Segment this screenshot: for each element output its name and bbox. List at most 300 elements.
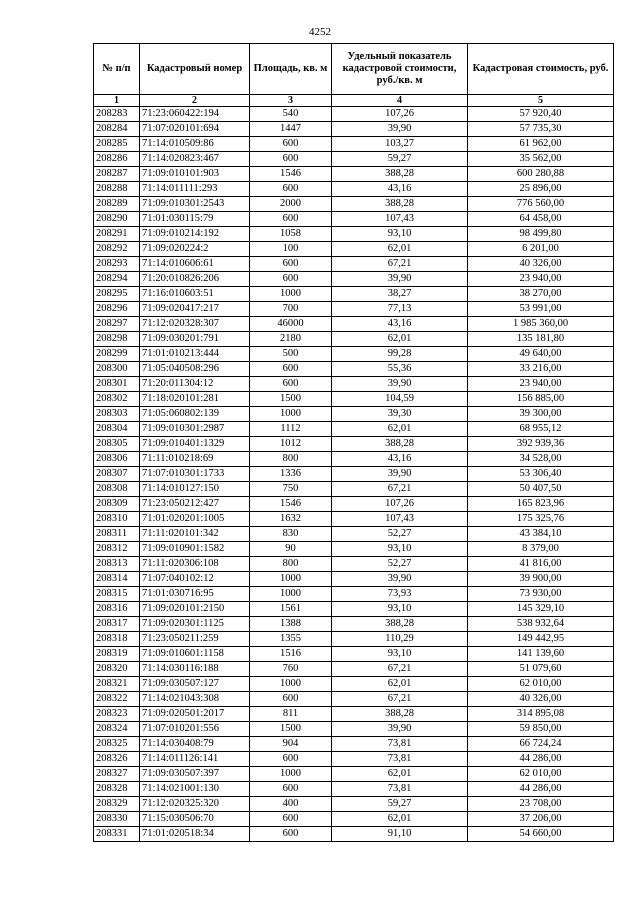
cadastral-number-cell: 71:09:030507:397 — [140, 767, 250, 782]
header-row-number: № п/п — [94, 44, 140, 95]
row-number-cell: 208288 — [94, 182, 140, 197]
cadastral-number-cell: 71:16:010603:51 — [140, 287, 250, 302]
table-row — [94, 752, 614, 767]
cadastral-number-cell: 71:11:020306:108 — [140, 557, 250, 572]
specific-value-cell: 388,28 — [332, 197, 468, 212]
area-cell: 1000 — [250, 587, 332, 602]
specific-value-cell: 39,90 — [332, 377, 468, 392]
cadastral-number-cell: 71:01:010213:444 — [140, 347, 250, 362]
area-cell: 600 — [250, 152, 332, 167]
row-number-cell: 208287 — [94, 167, 140, 182]
row-number-cell: 208285 — [94, 137, 140, 152]
row-number-cell: 208324 — [94, 722, 140, 737]
specific-value-cell: 39,90 — [332, 572, 468, 587]
cadastral-value-cell: 25 896,00 — [468, 182, 614, 197]
cadastral-number-cell: 71:14:010127:150 — [140, 482, 250, 497]
cadastral-value-cell: 44 286,00 — [468, 752, 614, 767]
table-row — [94, 542, 614, 557]
area-cell: 1546 — [250, 167, 332, 182]
cadastral-number-cell: 71:18:020101:281 — [140, 392, 250, 407]
cadastral-value-cell: 98 499,80 — [468, 227, 614, 242]
cadastral-value-cell: 314 895,08 — [468, 707, 614, 722]
table-row — [94, 617, 614, 632]
area-cell: 1632 — [250, 512, 332, 527]
cadastral-number-cell: 71:09:010601:1158 — [140, 647, 250, 662]
specific-value-cell: 39,90 — [332, 122, 468, 137]
specific-value-cell: 77,13 — [332, 302, 468, 317]
table-row — [94, 527, 614, 542]
table-row — [94, 512, 614, 527]
cadastral-value-cell: 141 139,60 — [468, 647, 614, 662]
cadastral-value-cell: 57 735,30 — [468, 122, 614, 137]
area-cell: 1000 — [250, 287, 332, 302]
cadastral-value-cell: 38 270,00 — [468, 287, 614, 302]
cadastral-value-cell: 35 562,00 — [468, 152, 614, 167]
row-number-cell: 208301 — [94, 377, 140, 392]
table-row — [94, 782, 614, 797]
row-number-cell: 208310 — [94, 512, 140, 527]
specific-value-cell: 39,90 — [332, 467, 468, 482]
specific-value-cell: 43,16 — [332, 317, 468, 332]
row-number-cell: 208321 — [94, 677, 140, 692]
specific-value-cell: 43,16 — [332, 182, 468, 197]
cadastral-number-cell: 71:14:021001:130 — [140, 782, 250, 797]
specific-value-cell: 107,43 — [332, 212, 468, 227]
cadastral-number-cell: 71:14:010509:86 — [140, 137, 250, 152]
row-number-cell: 208330 — [94, 812, 140, 827]
cadastral-number-cell: 71:01:030115:79 — [140, 212, 250, 227]
table-row — [94, 332, 614, 347]
specific-value-cell: 62,01 — [332, 332, 468, 347]
area-cell: 600 — [250, 782, 332, 797]
area-cell: 90 — [250, 542, 332, 557]
table-row — [94, 257, 614, 272]
table-row — [94, 497, 614, 512]
area-cell: 1561 — [250, 602, 332, 617]
table-row — [94, 137, 614, 152]
area-cell: 1546 — [250, 497, 332, 512]
specific-value-cell: 99,28 — [332, 347, 468, 362]
cadastral-value-cell: 73 930,00 — [468, 587, 614, 602]
specific-value-cell: 62,01 — [332, 242, 468, 257]
row-number-cell: 208313 — [94, 557, 140, 572]
table-row — [94, 587, 614, 602]
area-cell: 540 — [250, 107, 332, 122]
table-row — [94, 452, 614, 467]
header-cadastral-number: Кадастровый номер — [140, 44, 250, 95]
header-cadastral-value: Кадастровая стоимость, руб. — [468, 44, 614, 95]
cadastral-number-cell: 71:09:010401:1329 — [140, 437, 250, 452]
column-number-row — [94, 95, 614, 107]
column-number: 2 — [140, 95, 250, 107]
table-row — [94, 467, 614, 482]
table-row — [94, 722, 614, 737]
specific-value-cell: 91,10 — [332, 827, 468, 842]
cadastral-number-cell: 71:05:040508:296 — [140, 362, 250, 377]
row-number-cell: 208290 — [94, 212, 140, 227]
table-row — [94, 197, 614, 212]
cadastral-value-cell: 8 379,00 — [468, 542, 614, 557]
cadastral-value-cell: 23 708,00 — [468, 797, 614, 812]
table-row — [94, 227, 614, 242]
table-row — [94, 407, 614, 422]
specific-value-cell: 67,21 — [332, 257, 468, 272]
specific-value-cell: 93,10 — [332, 227, 468, 242]
table-row — [94, 797, 614, 812]
column-number: 4 — [332, 95, 468, 107]
cadastral-value-cell: 33 216,00 — [468, 362, 614, 377]
table-row — [94, 557, 614, 572]
specific-value-cell: 39,30 — [332, 407, 468, 422]
table-row — [94, 272, 614, 287]
area-cell: 1336 — [250, 467, 332, 482]
area-cell: 1500 — [250, 722, 332, 737]
specific-value-cell: 104,59 — [332, 392, 468, 407]
cadastral-number-cell: 71:09:020301:1125 — [140, 617, 250, 632]
cadastral-value-cell: 175 325,76 — [468, 512, 614, 527]
area-cell: 600 — [250, 692, 332, 707]
specific-value-cell: 62,01 — [332, 812, 468, 827]
cadastral-value-cell: 149 442,95 — [468, 632, 614, 647]
cadastral-number-cell: 71:01:030716:95 — [140, 587, 250, 602]
specific-value-cell: 59,27 — [332, 152, 468, 167]
row-number-cell: 208299 — [94, 347, 140, 362]
row-number-cell: 208314 — [94, 572, 140, 587]
area-cell: 1516 — [250, 647, 332, 662]
row-number-cell: 208311 — [94, 527, 140, 542]
specific-value-cell: 107,43 — [332, 512, 468, 527]
page-number: 4252 — [309, 26, 331, 38]
cadastral-number-cell: 71:09:020501:2017 — [140, 707, 250, 722]
row-number-cell: 208315 — [94, 587, 140, 602]
area-cell: 1112 — [250, 422, 332, 437]
area-cell: 500 — [250, 347, 332, 362]
specific-value-cell: 52,27 — [332, 557, 468, 572]
cadastral-number-cell: 71:11:010218:69 — [140, 452, 250, 467]
specific-value-cell: 107,26 — [332, 497, 468, 512]
specific-value-cell: 110,29 — [332, 632, 468, 647]
specific-value-cell: 73,81 — [332, 752, 468, 767]
cadastral-value-cell: 165 823,96 — [468, 497, 614, 512]
cadastral-value-cell: 53 306,40 — [468, 467, 614, 482]
cadastral-value-cell: 39 300,00 — [468, 407, 614, 422]
table-row — [94, 647, 614, 662]
cadastral-number-cell: 71:09:030201:791 — [140, 332, 250, 347]
cadastral-number-cell: 71:05:060802:139 — [140, 407, 250, 422]
row-number-cell: 208312 — [94, 542, 140, 557]
table-row — [94, 827, 614, 842]
cadastral-value-cell: 37 206,00 — [468, 812, 614, 827]
area-cell: 1000 — [250, 677, 332, 692]
cadastral-value-cell: 145 329,10 — [468, 602, 614, 617]
cadastral-number-cell: 71:14:030408:79 — [140, 737, 250, 752]
table-body — [94, 107, 614, 842]
row-number-cell: 208306 — [94, 452, 140, 467]
cadastral-value-cell: 40 326,00 — [468, 692, 614, 707]
table-row — [94, 377, 614, 392]
table-row — [94, 482, 614, 497]
cadastral-number-cell: 71:15:030506:70 — [140, 812, 250, 827]
row-number-cell: 208322 — [94, 692, 140, 707]
cadastral-value-cell: 41 816,00 — [468, 557, 614, 572]
row-number-cell: 208286 — [94, 152, 140, 167]
row-number-cell: 208328 — [94, 782, 140, 797]
row-number-cell: 208309 — [94, 497, 140, 512]
cadastral-value-cell: 49 640,00 — [468, 347, 614, 362]
area-cell: 600 — [250, 752, 332, 767]
row-number-cell: 208284 — [94, 122, 140, 137]
table-row — [94, 677, 614, 692]
table-row — [94, 602, 614, 617]
cadastral-value-cell: 156 885,00 — [468, 392, 614, 407]
area-cell: 800 — [250, 452, 332, 467]
cadastral-value-cell: 68 955,12 — [468, 422, 614, 437]
table-row — [94, 392, 614, 407]
cadastral-value-cell: 62 010,00 — [468, 767, 614, 782]
row-number-cell: 208317 — [94, 617, 140, 632]
cadastral-value-cell: 40 326,00 — [468, 257, 614, 272]
cadastral-number-cell: 71:09:020101:2150 — [140, 602, 250, 617]
row-number-cell: 208307 — [94, 467, 140, 482]
area-cell: 811 — [250, 707, 332, 722]
cadastral-number-cell: 71:14:030116:188 — [140, 662, 250, 677]
row-number-cell: 208297 — [94, 317, 140, 332]
cadastral-value-cell: 23 940,00 — [468, 272, 614, 287]
cadastral-value-cell: 54 660,00 — [468, 827, 614, 842]
specific-value-cell: 62,01 — [332, 422, 468, 437]
cadastral-number-cell: 71:09:020224:2 — [140, 242, 250, 257]
cadastral-number-cell: 71:14:020823:467 — [140, 152, 250, 167]
row-number-cell: 208291 — [94, 227, 140, 242]
area-cell: 904 — [250, 737, 332, 752]
row-number-cell: 208289 — [94, 197, 140, 212]
header-specific-value: Удельный показатель кадастровой стоимости, руб./кв. м — [332, 44, 468, 95]
cadastral-number-cell: 71:23:050211:259 — [140, 632, 250, 647]
cadastral-number-cell: 71:09:010901:1582 — [140, 542, 250, 557]
table-row — [94, 662, 614, 677]
row-number-cell: 208308 — [94, 482, 140, 497]
column-number: 1 — [94, 95, 140, 107]
row-number-cell: 208304 — [94, 422, 140, 437]
cadastral-number-cell: 71:11:020101:342 — [140, 527, 250, 542]
table-row — [94, 167, 614, 182]
area-cell: 600 — [250, 377, 332, 392]
row-number-cell: 208293 — [94, 257, 140, 272]
cadastral-number-cell: 71:09:010214:192 — [140, 227, 250, 242]
row-number-cell: 208329 — [94, 797, 140, 812]
table-row — [94, 107, 614, 122]
cadastral-value-cell: 50 407,50 — [468, 482, 614, 497]
area-cell: 400 — [250, 797, 332, 812]
cadastral-value-cell: 1 985 360,00 — [468, 317, 614, 332]
row-number-cell: 208318 — [94, 632, 140, 647]
area-cell: 800 — [250, 557, 332, 572]
area-cell: 760 — [250, 662, 332, 677]
specific-value-cell: 43,16 — [332, 452, 468, 467]
area-cell: 1000 — [250, 767, 332, 782]
cadastral-value-cell: 23 940,00 — [468, 377, 614, 392]
cadastral-value-cell: 538 932,64 — [468, 617, 614, 632]
table-row — [94, 767, 614, 782]
area-cell: 2000 — [250, 197, 332, 212]
row-number-cell: 208325 — [94, 737, 140, 752]
area-cell: 1000 — [250, 407, 332, 422]
cadastral-number-cell: 71:07:040102:12 — [140, 572, 250, 587]
table-row — [94, 362, 614, 377]
row-number-cell: 208300 — [94, 362, 140, 377]
cadastral-number-cell: 71:09:020417:217 — [140, 302, 250, 317]
row-number-cell: 208283 — [94, 107, 140, 122]
cadastral-value-cell: 39 900,00 — [468, 572, 614, 587]
row-number-cell: 208295 — [94, 287, 140, 302]
table-row — [94, 812, 614, 827]
table-row — [94, 122, 614, 137]
area-cell: 600 — [250, 827, 332, 842]
cadastral-number-cell: 71:12:020328:307 — [140, 317, 250, 332]
cadastral-value-cell: 66 724,24 — [468, 737, 614, 752]
cadastral-value-cell: 600 280,88 — [468, 167, 614, 182]
specific-value-cell: 93,10 — [332, 542, 468, 557]
row-number-cell: 208323 — [94, 707, 140, 722]
column-number: 3 — [250, 95, 332, 107]
row-number-cell: 208320 — [94, 662, 140, 677]
cadastral-number-cell: 71:01:020518:34 — [140, 827, 250, 842]
specific-value-cell: 39,90 — [332, 722, 468, 737]
table-row — [94, 152, 614, 167]
table-row — [94, 347, 614, 362]
table-row — [94, 317, 614, 332]
area-cell: 830 — [250, 527, 332, 542]
area-cell: 600 — [250, 137, 332, 152]
specific-value-cell: 67,21 — [332, 662, 468, 677]
cadastral-value-cell: 392 939,36 — [468, 437, 614, 452]
cadastral-number-cell: 71:07:020101:694 — [140, 122, 250, 137]
specific-value-cell: 62,01 — [332, 677, 468, 692]
cadastral-value-cell: 776 560,00 — [468, 197, 614, 212]
cadastral-number-cell: 71:09:010301:2543 — [140, 197, 250, 212]
column-number: 5 — [468, 95, 614, 107]
cadastral-number-cell: 71:23:060422:194 — [140, 107, 250, 122]
area-cell: 1388 — [250, 617, 332, 632]
specific-value-cell: 59,27 — [332, 797, 468, 812]
specific-value-cell: 62,01 — [332, 767, 468, 782]
specific-value-cell: 73,81 — [332, 737, 468, 752]
row-number-cell: 208298 — [94, 332, 140, 347]
cadastral-value-cell: 34 528,00 — [468, 452, 614, 467]
cadastral-number-cell: 71:09:030507:127 — [140, 677, 250, 692]
table-row — [94, 302, 614, 317]
table-row — [94, 572, 614, 587]
row-number-cell: 208319 — [94, 647, 140, 662]
specific-value-cell: 39,90 — [332, 272, 468, 287]
table-row — [94, 632, 614, 647]
area-cell: 600 — [250, 272, 332, 287]
cadastral-number-cell: 71:14:011126:141 — [140, 752, 250, 767]
cadastral-number-cell: 71:12:020325:320 — [140, 797, 250, 812]
specific-value-cell: 93,10 — [332, 602, 468, 617]
area-cell: 600 — [250, 812, 332, 827]
cadastral-number-cell: 71:23:050212:427 — [140, 497, 250, 512]
row-number-cell: 208305 — [94, 437, 140, 452]
cadastral-value-cell: 61 962,00 — [468, 137, 614, 152]
cadastral-value-cell: 57 920,40 — [468, 107, 614, 122]
table-row — [94, 692, 614, 707]
row-number-cell: 208292 — [94, 242, 140, 257]
specific-value-cell: 388,28 — [332, 167, 468, 182]
cadastral-value-cell: 51 079,60 — [468, 662, 614, 677]
specific-value-cell: 73,93 — [332, 587, 468, 602]
row-number-cell: 208303 — [94, 407, 140, 422]
row-number-cell: 208316 — [94, 602, 140, 617]
specific-value-cell: 67,21 — [332, 482, 468, 497]
cadastral-number-cell: 71:09:010301:2987 — [140, 422, 250, 437]
specific-value-cell: 103,27 — [332, 137, 468, 152]
cadastral-number-cell: 71:20:011304:12 — [140, 377, 250, 392]
specific-value-cell: 388,28 — [332, 707, 468, 722]
table-row — [94, 287, 614, 302]
area-cell: 1012 — [250, 437, 332, 452]
table-row — [94, 242, 614, 257]
cadastral-number-cell: 71:14:021043:308 — [140, 692, 250, 707]
area-cell: 2180 — [250, 332, 332, 347]
row-number-cell: 208302 — [94, 392, 140, 407]
specific-value-cell: 93,10 — [332, 647, 468, 662]
cadastral-value-cell: 44 286,00 — [468, 782, 614, 797]
area-cell: 1000 — [250, 572, 332, 587]
area-cell: 1058 — [250, 227, 332, 242]
cadastral-value-cell: 53 991,00 — [468, 302, 614, 317]
cadastral-number-cell: 71:09:010101:903 — [140, 167, 250, 182]
cadastral-value-table — [93, 43, 614, 842]
specific-value-cell: 388,28 — [332, 437, 468, 452]
cadastral-number-cell: 71:01:020201:1005 — [140, 512, 250, 527]
specific-value-cell: 52,27 — [332, 527, 468, 542]
area-cell: 1355 — [250, 632, 332, 647]
area-cell: 1500 — [250, 392, 332, 407]
specific-value-cell: 388,28 — [332, 617, 468, 632]
specific-value-cell: 38,27 — [332, 287, 468, 302]
header-row — [94, 44, 614, 95]
table-row — [94, 737, 614, 752]
cadastral-number-cell: 71:07:010201:556 — [140, 722, 250, 737]
specific-value-cell: 107,26 — [332, 107, 468, 122]
area-cell: 700 — [250, 302, 332, 317]
table-row — [94, 182, 614, 197]
area-cell: 46000 — [250, 317, 332, 332]
specific-value-cell: 67,21 — [332, 692, 468, 707]
area-cell: 600 — [250, 257, 332, 272]
area-cell: 100 — [250, 242, 332, 257]
cadastral-value-cell: 62 010,00 — [468, 677, 614, 692]
cadastral-value-cell: 6 201,00 — [468, 242, 614, 257]
table-row — [94, 212, 614, 227]
area-cell: 1447 — [250, 122, 332, 137]
header-area: Площадь, кв. м — [250, 44, 332, 95]
row-number-cell: 208331 — [94, 827, 140, 842]
cadastral-value-cell: 43 384,10 — [468, 527, 614, 542]
specific-value-cell: 55,36 — [332, 362, 468, 377]
cadastral-value-cell: 59 850,00 — [468, 722, 614, 737]
cadastral-number-cell: 71:14:011111:293 — [140, 182, 250, 197]
area-cell: 600 — [250, 362, 332, 377]
cadastral-value-cell: 135 181,80 — [468, 332, 614, 347]
cadastral-number-cell: 71:20:010826:206 — [140, 272, 250, 287]
cadastral-number-cell: 71:14:010606:61 — [140, 257, 250, 272]
cadastral-number-cell: 71:07:010301:1733 — [140, 467, 250, 482]
row-number-cell: 208326 — [94, 752, 140, 767]
area-cell: 600 — [250, 212, 332, 227]
row-number-cell: 208327 — [94, 767, 140, 782]
